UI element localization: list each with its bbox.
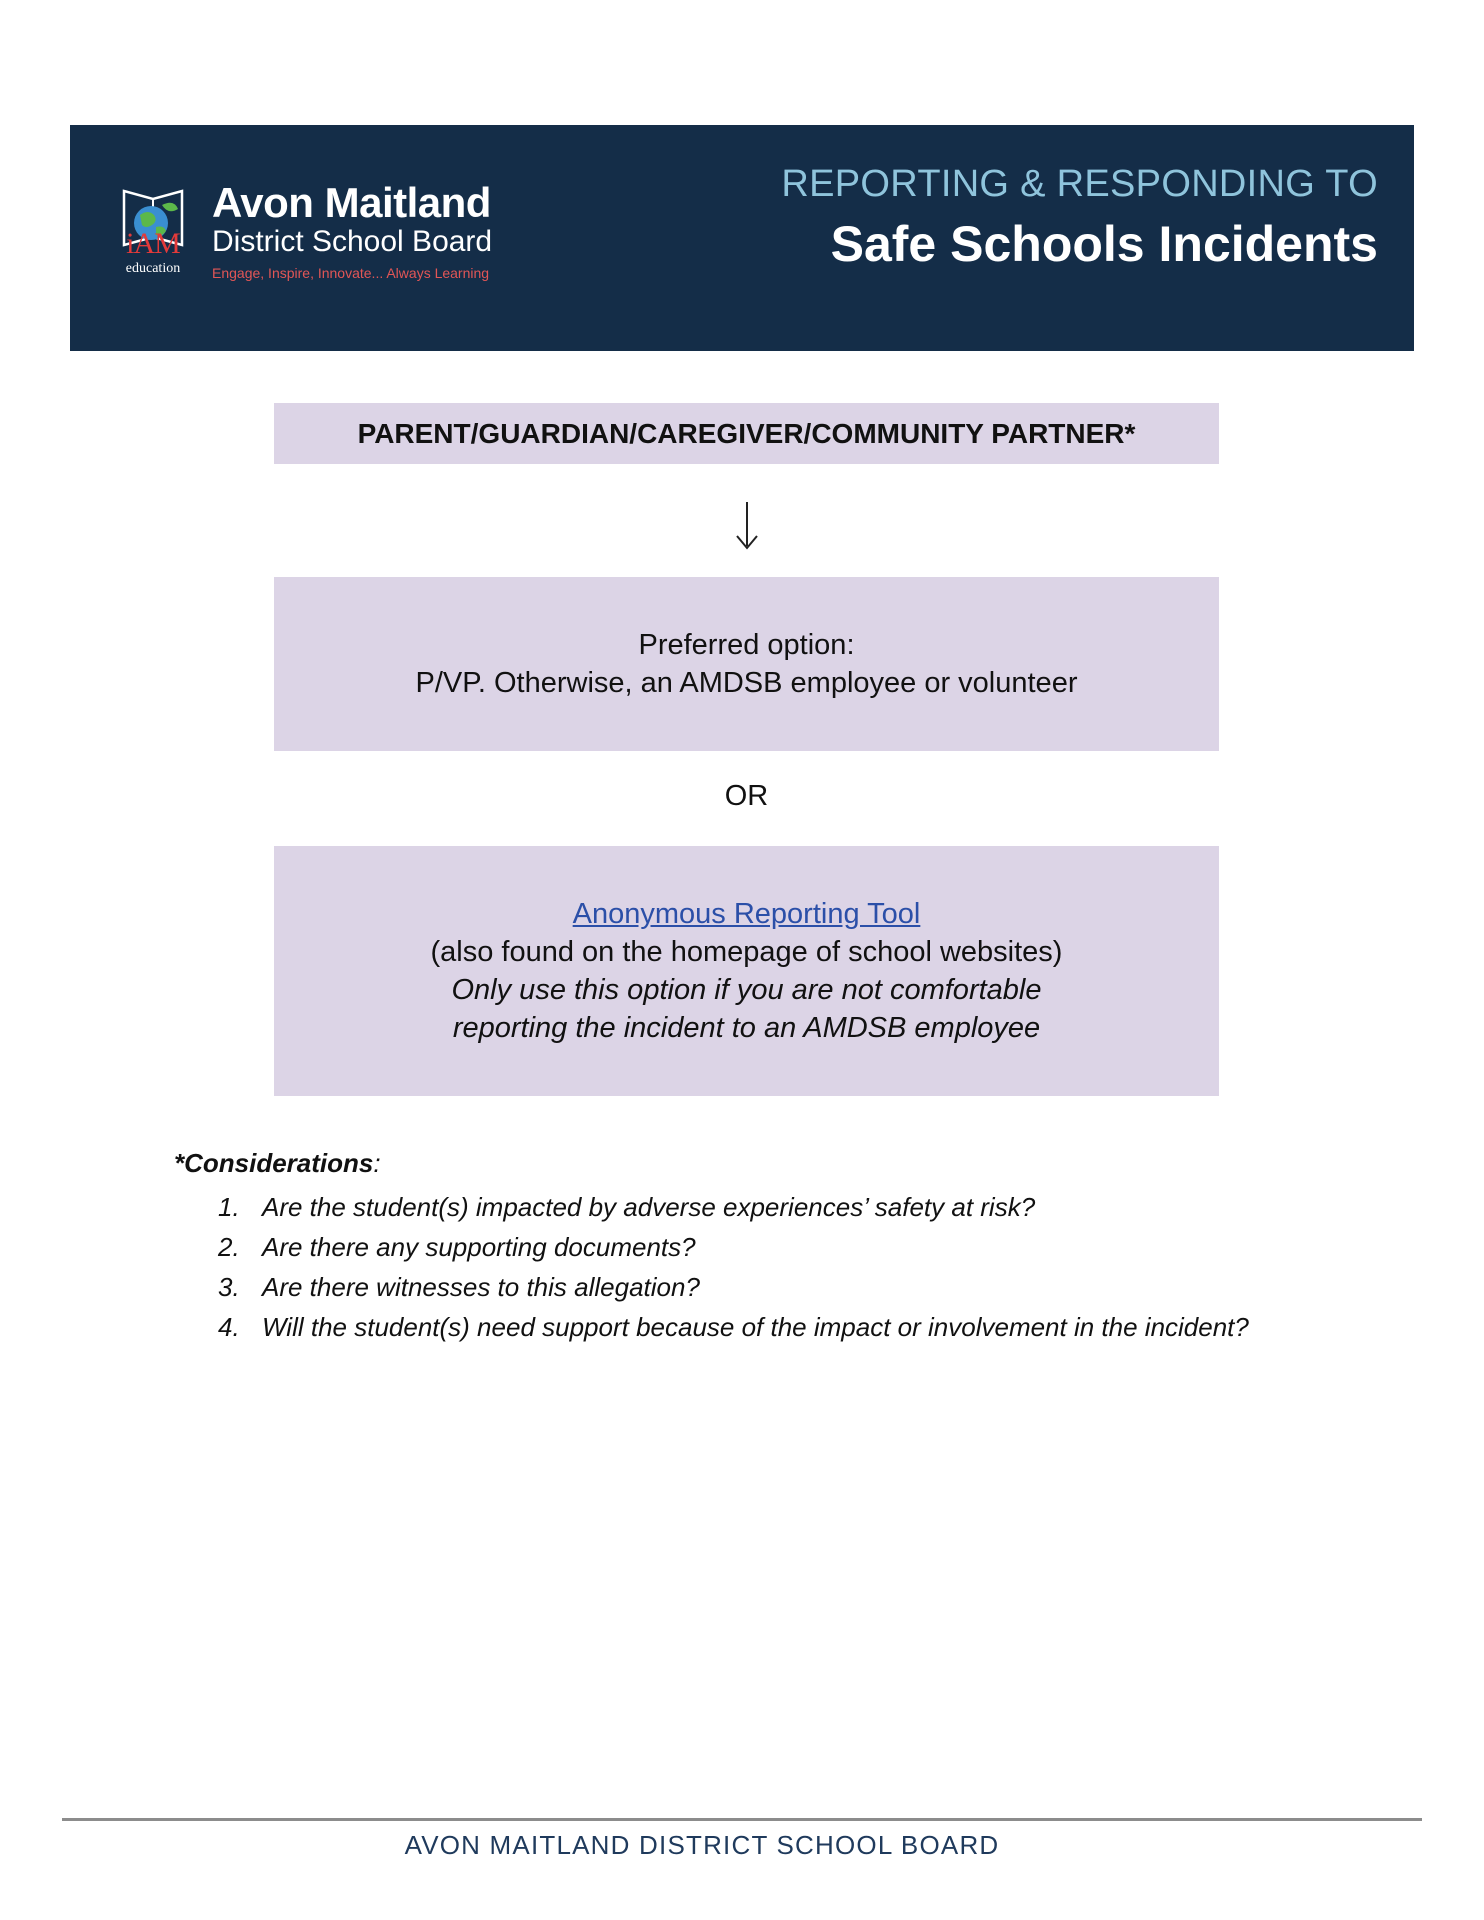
document-title: Safe Schools Incidents bbox=[830, 216, 1378, 272]
audience-label: PARENT/GUARDIAN/CAREGIVER/COMMUNITY PARTNER* bbox=[357, 417, 1136, 449]
preferred-option-text: P/VP. Otherwise, an AMDSB employee or volunteer bbox=[415, 667, 1078, 699]
logo-education-text: education bbox=[125, 261, 181, 276]
anonymous-reporting-box bbox=[274, 846, 1219, 1096]
considerations-heading-text: *Considerations bbox=[174, 1148, 374, 1178]
list-item-text: Are there witnesses to this allegation? bbox=[262, 1272, 700, 1302]
preferred-option-heading: Preferred option: bbox=[638, 629, 855, 661]
or-separator: OR bbox=[724, 780, 769, 812]
anonymous-note: (also found on the homepage of school websites) bbox=[430, 936, 1063, 968]
list-item bbox=[174, 1227, 1374, 1267]
org-tagline: Engage, Inspire, Innovate... Always Learning bbox=[212, 265, 490, 281]
list-item-text: Will the student(s) need support because of the impact or involvement in the incident? bbox=[262, 1312, 1249, 1342]
considerations-section bbox=[174, 1148, 1374, 1347]
preferred-option-box bbox=[274, 577, 1219, 751]
anonymous-caution-line1: Only use this option if you are not comfortable bbox=[451, 974, 1042, 1006]
list-item-text: Are there any supporting documents? bbox=[262, 1232, 696, 1262]
list-item-text: Are the student(s) impacted by adverse experiences’ safety at risk? bbox=[262, 1192, 1036, 1222]
logo-iam-text: iAM bbox=[126, 227, 180, 260]
list-item bbox=[174, 1307, 1374, 1347]
document-kicker: REPORTING & RESPONDING TO bbox=[781, 163, 1378, 205]
list-item-number: 2. bbox=[218, 1232, 240, 1262]
considerations-heading-colon: : bbox=[373, 1148, 381, 1178]
footer-org-name: AVON MAITLAND DISTRICT SCHOOL BOARD bbox=[404, 1830, 1000, 1860]
list-item bbox=[174, 1187, 1374, 1227]
audience-box bbox=[274, 403, 1219, 464]
list-item-number: 1. bbox=[218, 1192, 240, 1222]
org-name-subtitle: District School Board bbox=[212, 225, 493, 258]
list-item-number: 4. bbox=[218, 1312, 240, 1342]
considerations-heading bbox=[174, 1148, 1374, 1179]
org-name: Avon Maitland bbox=[212, 179, 491, 226]
list-item-number: 3. bbox=[218, 1272, 240, 1302]
anonymous-caution-line2: reporting the incident to an AMDSB employee bbox=[452, 1012, 1041, 1044]
footer-divider bbox=[62, 1818, 1422, 1821]
arrow-down-icon bbox=[724, 500, 770, 552]
amdsb-logo bbox=[118, 185, 188, 285]
anonymous-reporting-tool-link[interactable]: Anonymous Reporting Tool bbox=[572, 898, 921, 930]
list-item bbox=[174, 1267, 1374, 1307]
header-banner bbox=[70, 125, 1414, 351]
